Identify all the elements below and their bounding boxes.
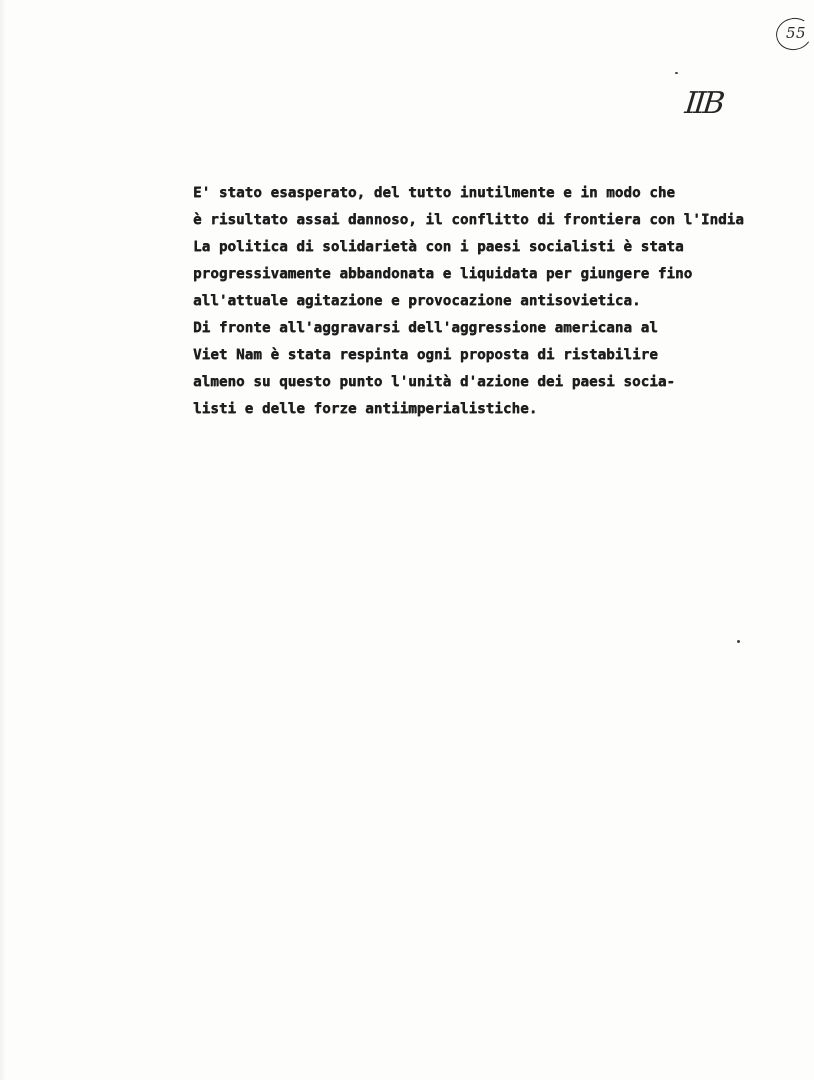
- text-line: Viet Nam è stata respinta ogni proposta di ristabilire: [193, 347, 658, 363]
- text-line: La politica di solidarietà con i paesi socialisti è stata: [193, 239, 684, 255]
- text-line: progressivamente abbandonata e liquidata per giungere fino: [193, 266, 693, 282]
- section-mark: IIB: [683, 86, 724, 121]
- page-number: 55: [786, 24, 807, 42]
- text-line: all'attuale agitazione e provocazione antisovietica.: [193, 293, 641, 309]
- typed-paragraph: [193, 180, 813, 423]
- text-line: almeno su questo punto l'unità d'azione dei paesi socia-: [193, 374, 676, 390]
- text-line: E' stato esasperato, del tutto inutilmente e in modo che: [193, 185, 676, 201]
- ink-speck: [737, 640, 740, 643]
- text-line: listi e delle forze antiimperialistiche.: [193, 401, 538, 417]
- ink-speck: [675, 72, 678, 74]
- scan-edge-shadow: [0, 0, 6, 1080]
- page-number-stamp: [774, 14, 814, 54]
- text-line: è risultato assai dannoso, il conflitto di frontiera con l'India: [193, 212, 744, 228]
- text-line: Di fronte all'aggravarsi dell'aggressione americana al: [193, 320, 658, 336]
